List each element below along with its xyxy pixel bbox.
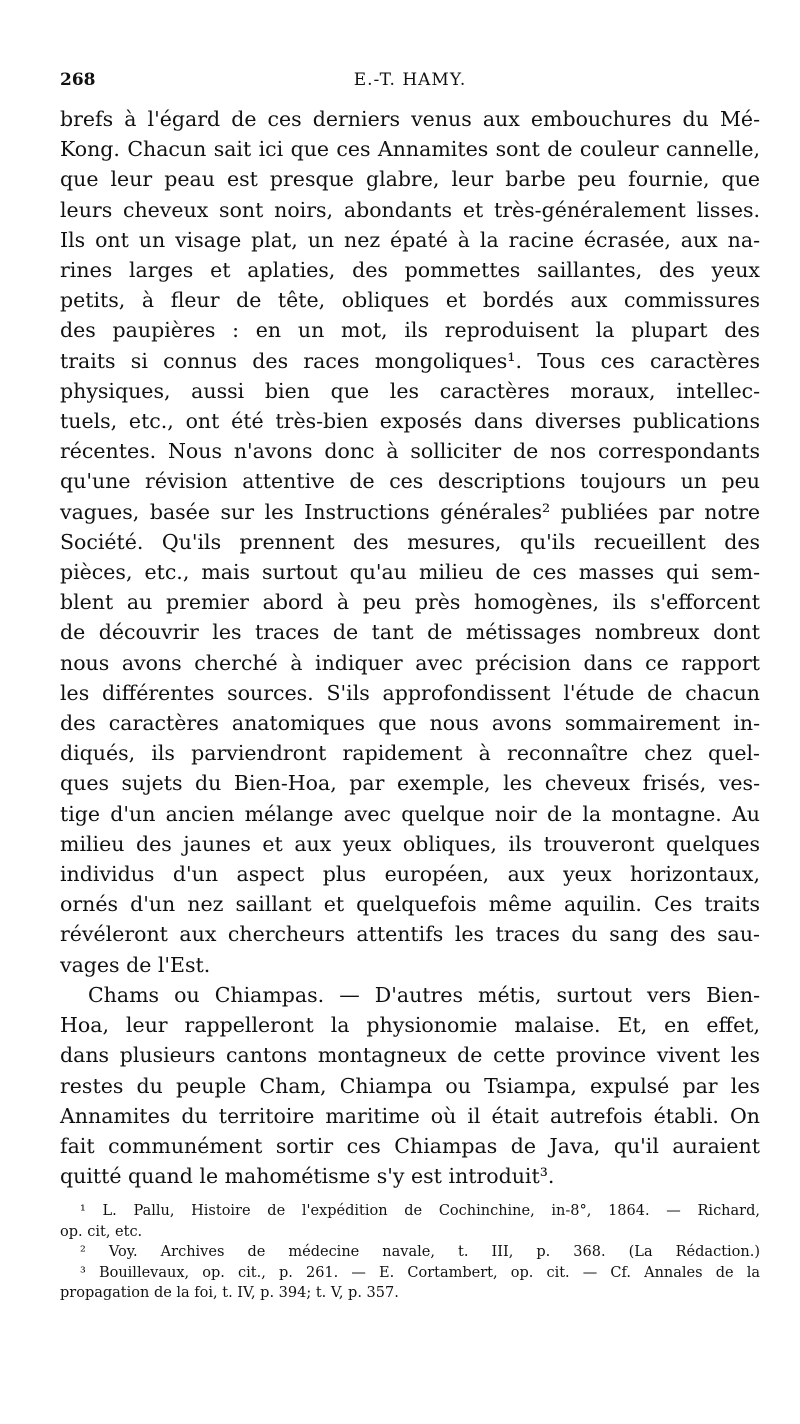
text-line: de découvrir les traces de tant de métissages nombreux dont: [60, 620, 760, 645]
text-line: des paupières : en un mot, ils reproduisent la plupart des: [60, 318, 760, 343]
text-line: traits si connus des races mongoliques¹. Tous ces caractères: [60, 348, 760, 373]
text-line: individus d'un aspect plus européen, aux yeux horizontaux,: [60, 862, 760, 887]
text-line: fait communément sortir ces Chiampas de Java, qu'il auraient: [60, 1133, 760, 1158]
text-line: tige d'un ancien mélange avec quelque noir de la montagne. Au: [60, 801, 760, 826]
text-line: qu'une révision attentive de ces descriptions toujours un peu: [60, 469, 760, 494]
text-line: quitté quand le mahométisme s'y est introduit³.: [60, 1164, 555, 1189]
text-line: leurs cheveux sont noirs, abondants et très-généralement lisses.: [60, 197, 760, 222]
text-line: vagues, basée sur les Instructions générales² publiées par notre: [60, 499, 760, 524]
running-title: E.-T. HAMY.: [353, 70, 467, 90]
text-line: milieu des jaunes et aux yeux obliques, ils trouveront quelques: [60, 831, 760, 856]
footnote-line: op. cit, etc.: [60, 1223, 143, 1240]
body-text: [60, 104, 760, 1191]
footnote-line: ² Voy. Archives de médecine navale, t. III, p. 368. (La Rédaction.): [80, 1244, 760, 1261]
text-line: Kong. Chacun sait ici que ces Annamites sont de couleur cannelle,: [60, 137, 760, 162]
text-line: des caractères anatomiques que nous avons sommairement in-: [60, 711, 760, 736]
text-line: les différentes sources. S'ils approfondissent l'étude de chacun: [60, 680, 760, 705]
text-line: Annamites du territoire maritime où il était autrefois établi. On: [60, 1103, 760, 1128]
footnote-line: propagation de la foi, t. IV, p. 394; t. V, p. 357.: [60, 1285, 399, 1302]
text-line: vages de l'Est.: [60, 952, 211, 977]
text-line: tuels, etc., ont été très-bien exposés dans diverses publications: [60, 409, 760, 434]
text-line: révéleront aux chercheurs attentifs les traces du sang des sau-: [60, 922, 760, 947]
page-header: [60, 70, 760, 96]
text-line: récentes. Nous n'avons donc à solliciter de nos correspondants: [60, 439, 760, 464]
text-line: restes du peuple Cham, Chiampa ou Tsiampa, expulsé par les: [60, 1073, 760, 1098]
text-line: Ils ont un visage plat, un nez épaté à la racine écrasée, aux na-: [60, 227, 760, 252]
text-line: physiques, aussi bien que les caractères moraux, intellec-: [60, 378, 760, 403]
text-line: Hoa, leur rappelleront la physionomie malaise. Et, en effet,: [60, 1013, 760, 1038]
text-line: ques sujets du Bien-Hoa, par exemple, les cheveux frisés, ves-: [60, 771, 760, 796]
text-line: nous avons cherché à indiquer avec précision dans ce rapport: [60, 650, 760, 675]
footnotes: [60, 1201, 760, 1304]
text-line: pièces, etc., mais surtout qu'au milieu de ces masses qui sem-: [60, 560, 760, 585]
text-line: blent au premier abord à peu près homogènes, ils s'efforcent: [60, 590, 760, 615]
text-line: que leur peau est presque glabre, leur barbe peu fournie, que: [60, 167, 760, 192]
text-line: diqués, ils parviendront rapidement à reconnaître chez quel-: [60, 741, 760, 766]
text-line: brefs à l'égard de ces derniers venus aux embouchures du Mé-: [60, 107, 760, 131]
text-line: petits, à fleur de tête, obliques et bordés aux commissures: [60, 288, 760, 313]
text-line: ornés d'un nez saillant et quelquefois même aquilin. Ces traits: [60, 892, 760, 917]
page-number: 268: [60, 70, 96, 90]
text-line: rines larges et aplaties, des pommettes saillantes, des yeux: [60, 258, 760, 283]
footnote-line: ¹ L. Pallu, Histoire de l'expédition de Cochinchine, in-8°, 1864. — Richard,: [80, 1203, 760, 1220]
text-line: Société. Qu'ils prennent des mesures, qu'ils recueillent des: [60, 529, 760, 554]
footnote-line: ³ Bouillevaux, op. cit., p. 261. — E. Cortambert, op. cit. — Cf. Annales de la: [80, 1264, 760, 1281]
text-line: dans plusieurs cantons montagneux de cette province vivent les: [60, 1043, 760, 1068]
document-page: [60, 70, 760, 1304]
text-line: Chams ou Chiampas. — D'autres métis, surtout vers Bien-: [88, 982, 760, 1007]
